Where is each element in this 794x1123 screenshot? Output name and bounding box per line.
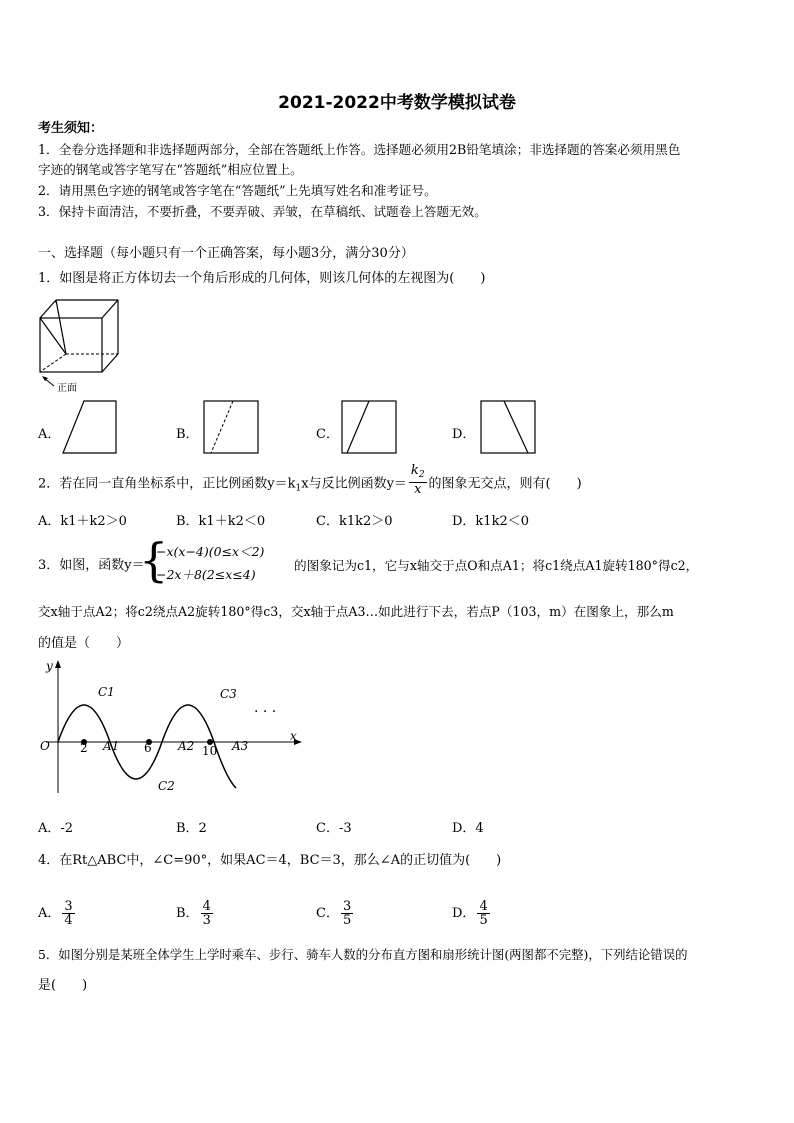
q2-stem-b: x与反比例函数y＝ [301, 476, 407, 492]
q3-option-d[interactable]: D．4 [452, 821, 484, 836]
section-heading: 一、选择题（每小题只有一个正确答案，每小题3分，满分30分） [38, 246, 414, 261]
q3-c3-label: C3 [220, 687, 237, 701]
q1-stem: 1．如图是将正方体切去一个角后形成的几何体，则该几何体的左视图为( ) [38, 271, 486, 286]
q1-option-d[interactable]: D． [452, 427, 476, 442]
q3-a1-label: A1 [103, 739, 120, 753]
q3-line-3: 的值是（ ） [38, 636, 130, 651]
q2-option-c[interactable]: C．k1k2＞0 [316, 514, 393, 529]
q1-option-b[interactable]: B． [176, 427, 199, 442]
q2-fraction: $\frac{k_2}{x}$ [410, 463, 425, 497]
q2-option-a[interactable]: A．k1＋k2＞0 [38, 514, 127, 529]
q3-a3-label: A3 [232, 739, 249, 753]
notice-line-2: 字迹的钢笔或答字笔写在“答题纸”相应位置上。 [38, 162, 303, 177]
q3-y-label: y [46, 659, 53, 673]
page-title: 2021-2022中考数学模拟试卷 [278, 93, 516, 113]
q5-line-1: 5．如图分别是某班全体学生上学时乘车、步行、骑车人数的分布直方图和扇形统计图(两图都不完整)，下列结论错误的 [38, 947, 688, 962]
q3-case-1: −x(x−4)(0≤x＜2) [156, 544, 265, 559]
q1-option-c-figure [341, 400, 397, 454]
q2-stem-a: 2．若在同一直角坐标系中，正比例函数y＝k [38, 476, 296, 492]
q1-option-b-figure [203, 400, 259, 454]
q2-stem-c: 的图象无交点，则有( ) [428, 476, 582, 492]
q4-option-c[interactable]: C． $\frac{3}{5}$ [316, 899, 352, 928]
q3-graph [36, 658, 306, 798]
q3-line-2: 交x轴于点A2；将c2绕点A2旋转180°得c3，交x轴于点A3…如此进行下去，若点P（103，m）在图象上，那么m [38, 604, 674, 619]
q3-c2-label: C2 [158, 779, 175, 793]
notice-line-3: 2．请用黑色字迹的钢笔或答字笔在“答题纸”上先填写姓名和准考证号。 [38, 183, 437, 198]
notice-line-4: 3．保持卡面清洁，不要折叠，不要弄破、弄皱，在草稿纸、试题卷上答题无效。 [38, 204, 487, 219]
q5-line-2: 是( ) [38, 978, 88, 993]
q3-brace: { [139, 533, 169, 587]
q3-stem-b: 的图象记为c1，它与x轴交于点O和点A1；将c1绕点A1旋转180°得c2， [294, 558, 699, 573]
q3-ellipsis: · · · [254, 704, 277, 720]
notice-heading: 考生须知： [38, 121, 104, 136]
q3-option-c[interactable]: C．-3 [316, 821, 352, 836]
q3-tick-2: 2 [80, 741, 88, 755]
q3-c1-label: C1 [98, 685, 115, 699]
q3-stem-a: 3．如图，函数y＝ [38, 558, 145, 573]
q3-tick-6: 6 [144, 741, 152, 755]
q3-origin-label: O [40, 739, 50, 753]
q1-cube-figure [34, 298, 134, 394]
q2-option-b[interactable]: B．k1＋k2＜0 [176, 514, 266, 529]
q3-option-a[interactable]: A．-2 [38, 821, 74, 836]
q1-option-c[interactable]: C． [316, 427, 339, 442]
q3-a2-label: A2 [178, 739, 195, 753]
q2-stem: 2．若在同一直角坐标系中，正比例函数$y=k_1x$与反比例函数y＝ $\frac{k_2}{x}$ 的图象无交点，则有( ) [38, 463, 582, 497]
q1-front-label: 正面 [57, 383, 77, 394]
q2-option-d[interactable]: D．k1k2＜0 [452, 514, 529, 529]
q4-stem: 4．在Rt△ABC中，∠C=90°，如果AC＝4，BC＝3，那么∠A的正切值为( ) [38, 853, 502, 868]
q3-tick-10: 10 [202, 744, 218, 758]
q1-option-d-figure [480, 400, 536, 454]
q4-option-a[interactable]: A． $\frac{3}{4}$ [38, 899, 73, 928]
q3-option-b[interactable]: B．2 [176, 821, 207, 836]
notice-line-1: 1．全卷分选择题和非选择题两部分，全部在答题纸上作答。选择题必须用2B铅笔填涂；非选择题的答案必须用黑色 [38, 142, 681, 157]
q1-option-a[interactable]: A． [38, 427, 61, 442]
q3-case-2: −2x＋8(2≤x≤4) [156, 567, 256, 582]
q1-option-a-figure [62, 400, 118, 454]
q4-option-d[interactable]: D． $\frac{4}{5}$ [452, 899, 488, 928]
q3-x-label: x [290, 729, 297, 743]
q4-option-b[interactable]: B． $\frac{4}{3}$ [176, 899, 211, 928]
